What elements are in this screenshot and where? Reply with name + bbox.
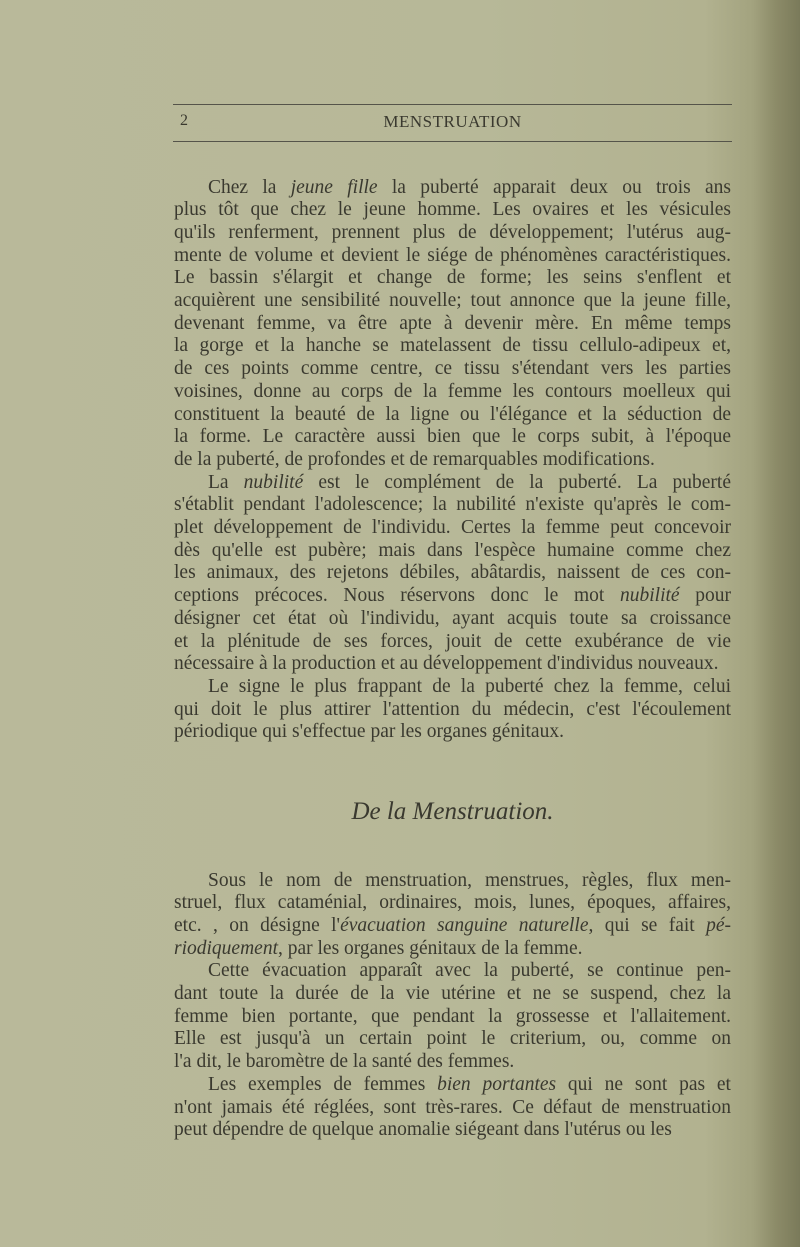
italic-text: évacuation sanguine naturelle <box>340 914 589 936</box>
text-segment: désigner cet état où l'individu, ayant acquis toute sa croissance <box>174 607 731 629</box>
text-line <box>174 982 731 1005</box>
text-segment: Le signe le plus frappant de la puberté chez la femme, celui <box>208 675 731 697</box>
italic-text: nubilité <box>243 471 304 493</box>
text-segment: plet développement de l'individu. Certes la femme peut concevoir <box>174 517 731 538</box>
text-segment: périodique qui s'effectue par les organes génitaux. <box>174 721 564 743</box>
text-line <box>174 914 731 937</box>
text-line <box>208 675 731 698</box>
text-line <box>208 1073 731 1096</box>
italic-text: riodiquement <box>174 937 278 959</box>
text-line <box>174 334 731 357</box>
text-line <box>174 493 731 516</box>
text-line <box>174 630 731 653</box>
text-segment: etc. , on désigne l' <box>174 914 341 936</box>
text-line <box>174 539 731 562</box>
text-line <box>174 937 731 960</box>
text-line <box>174 198 731 221</box>
text-segment: struel, flux cataménial, ordinaires, mois, lunes, époques, affaires, <box>174 892 731 914</box>
italic-text: jeune fille <box>290 176 378 198</box>
text-segment: peut dépendre de quelque anomalie siégeant dans l'utérus ou les <box>174 1119 672 1141</box>
text-segment: qu'ils renferment, prennent plus de développement; l'utérus aug- <box>174 221 731 243</box>
text-line <box>174 380 731 403</box>
text-segment: n'ont jamais été réglées, sont très-rares. Ce défaut de menstruation <box>174 1096 731 1118</box>
text-line <box>174 425 731 448</box>
text-segment: nécessaire à la production et au développement d'individus nouveaux. <box>174 653 719 675</box>
text-segment: mente de volume et devient le siége de phénomènes caractéristiques. <box>174 244 731 266</box>
text-line <box>174 244 731 267</box>
italic-text: nubilité <box>620 585 680 607</box>
text-segment: Elle est jusqu'à un certain point le criterium, ou, comme on <box>174 1028 731 1050</box>
text-line <box>174 448 731 471</box>
text-line <box>174 516 731 539</box>
text-segment: Les exemples de femmes <box>208 1073 438 1095</box>
text-line <box>174 312 731 335</box>
italic-text: pé- <box>706 914 732 936</box>
text-segment: s'établit pendant l'adolescence; la nubilité n'existe qu'après le com- <box>174 494 731 516</box>
text-line <box>174 357 731 380</box>
text-segment: , par les organes génitaux de la femme. <box>277 937 583 959</box>
text-segment: dant toute la durée de la vie utérine et ne se suspend, chez la <box>174 983 731 1004</box>
text-segment: l'a dit, le baromètre de la santé des femmes. <box>174 1051 515 1073</box>
section-heading: De la Menstruation. <box>351 798 554 825</box>
text-segment: est le complément de la puberté. La puberté <box>303 471 731 493</box>
text-line <box>208 471 731 494</box>
text-segment: de la puberté, de profondes et de remarquables modifications. <box>174 448 655 470</box>
text-line <box>208 176 731 199</box>
italic-text: bien portantes <box>437 1073 557 1095</box>
running-title: MENSTRUATION <box>383 112 522 131</box>
text-segment: et la plénitude de ses forces, jouit de cette exubérance de vie <box>174 630 731 652</box>
text-line <box>174 720 731 743</box>
text-segment: qui doit le plus attirer l'attention du médecin, c'est l'écoulement <box>174 698 731 720</box>
text-line <box>174 403 731 426</box>
text-segment: Chez la <box>208 176 291 198</box>
text-segment: les animaux, des rejetons débiles, abâtardis, naissent de ces con- <box>174 562 731 584</box>
text-line <box>174 289 731 312</box>
text-segment: femme bien portante, que pendant la grossesse et l'allaitement. <box>174 1005 731 1027</box>
text-segment: La <box>208 471 244 493</box>
text-segment: Le bassin s'élargit et change de forme; les seins s'enflent et <box>174 267 731 289</box>
header-rule-bottom <box>173 141 732 142</box>
text-segment: la gorge et la hanche se matelassent de tissu cellulo-adipeux et, <box>174 335 731 357</box>
text-segment: la puberté apparait deux ou trois ans <box>377 176 731 198</box>
text-line <box>174 607 731 630</box>
text-segment: Sous le nom de menstruation, menstrues, règles, flux men- <box>208 869 731 891</box>
text-line <box>174 652 731 675</box>
text-line <box>174 698 731 721</box>
text-line <box>174 561 731 584</box>
text-segment: devenant femme, va être apte à devenir mère. En même temps <box>174 312 731 334</box>
text-segment: de ces points comme centre, ce tissu s'étendant vers les parties <box>174 358 731 380</box>
header-rule-top <box>173 104 732 105</box>
text-line <box>174 1096 731 1119</box>
text-segment: acquièrent une sensibilité nouvelle; tout annonce que la jeune fille, <box>174 290 731 311</box>
page-number: 2 <box>180 112 188 129</box>
text-line <box>174 891 731 914</box>
text-segment: ceptions précoces. Nous réservons donc le mot <box>174 585 620 607</box>
text-segment: pour <box>679 585 731 607</box>
text-line <box>174 1050 731 1073</box>
text-line <box>174 1005 731 1028</box>
text-segment: qui ne sont pas et <box>556 1073 731 1095</box>
text-line <box>174 221 731 244</box>
text-segment: voisines, donne au corps de la femme les contours moelleux qui <box>174 380 731 402</box>
text-segment: , qui se fait <box>588 914 707 936</box>
text-segment: constituent la beauté de la ligne ou l'élégance et la séduction de <box>174 403 731 425</box>
text-line <box>174 266 731 289</box>
text-line <box>208 869 731 892</box>
text-segment: dès qu'elle est pubère; mais dans l'espèce humaine comme chez <box>174 539 731 561</box>
text-segment: la forme. Le caractère aussi bien que le corps subit, à l'époque <box>174 426 731 448</box>
text-segment: Cette évacuation apparaît avec la puberté, se continue pen- <box>208 960 731 982</box>
text-line <box>174 1027 731 1050</box>
text-segment: plus tôt que chez le jeune homme. Les ovaires et les vésicules <box>174 199 731 221</box>
text-line <box>174 584 731 607</box>
text-line <box>208 959 731 982</box>
text-line <box>174 1118 731 1141</box>
